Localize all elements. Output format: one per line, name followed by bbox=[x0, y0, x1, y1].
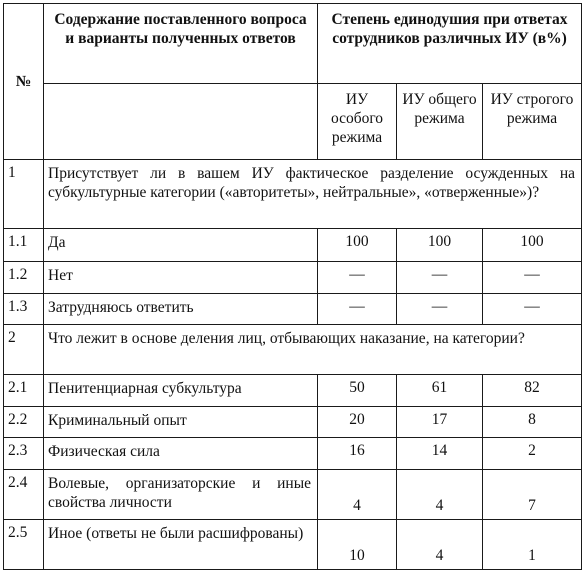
table-row bbox=[4, 470, 582, 520]
table-row bbox=[4, 294, 582, 325]
row-number: 2.2 bbox=[4, 407, 44, 438]
value-special: 50 bbox=[318, 375, 397, 407]
value-general: — bbox=[397, 294, 483, 325]
subheader-special-regime: ИУ особого режима bbox=[318, 84, 397, 160]
value-strict: 100 bbox=[483, 229, 582, 262]
subheader-general-regime: ИУ общего режима bbox=[397, 84, 483, 160]
row-number: 2.1 bbox=[4, 375, 44, 407]
question-text: Что лежит в основе деления лиц, отбывающих наказание, на категории? bbox=[44, 325, 582, 375]
value-general: 4 bbox=[397, 520, 483, 570]
value-strict: — bbox=[483, 262, 582, 294]
value-general: 17 bbox=[397, 407, 483, 438]
answer-text: Да bbox=[44, 229, 318, 262]
column-header-agreement: Степень единодушия при ответах сотрудников различных ИУ (в%) bbox=[318, 4, 582, 84]
row-number: 2 bbox=[4, 325, 44, 375]
subheader-row bbox=[4, 84, 582, 160]
value-special: 10 bbox=[318, 520, 397, 570]
value-special: 20 bbox=[318, 407, 397, 438]
table-row bbox=[4, 375, 582, 407]
table-row bbox=[4, 325, 582, 375]
answer-text: Иное (ответы не были расшифрованы) bbox=[44, 520, 318, 570]
answer-text: Пенитенциарная субкультура bbox=[44, 375, 318, 407]
value-strict: 82 bbox=[483, 375, 582, 407]
value-general: — bbox=[397, 262, 483, 294]
value-special: 16 bbox=[318, 438, 397, 470]
answer-text: Затрудняюсь ответить bbox=[44, 294, 318, 325]
table-row bbox=[4, 520, 582, 570]
table-row bbox=[4, 438, 582, 470]
empty-subheader-cell bbox=[44, 84, 318, 160]
survey-table bbox=[3, 3, 582, 570]
answer-text: Волевые, организаторские и иные свойства личности bbox=[44, 470, 318, 520]
table-row bbox=[4, 262, 582, 294]
table-row bbox=[4, 229, 582, 262]
row-number: 1.1 bbox=[4, 229, 44, 262]
column-header-number: № bbox=[4, 4, 44, 160]
table-row bbox=[4, 160, 582, 229]
answer-text: Физическая сила bbox=[44, 438, 318, 470]
value-strict: 8 bbox=[483, 407, 582, 438]
value-special: 4 bbox=[318, 470, 397, 520]
row-number: 1.2 bbox=[4, 262, 44, 294]
question-text: Присутствует ли в вашем ИУ фактическое разделение осужденных на субкультурные категории («авторитеты», нейтральные», «отверженные»)? bbox=[44, 160, 582, 229]
header-row bbox=[4, 4, 582, 84]
column-header-question: Содержание поставленного вопроса и варианты полученных ответов bbox=[44, 4, 318, 84]
value-strict: — bbox=[483, 294, 582, 325]
value-special: — bbox=[318, 294, 397, 325]
value-special: 100 bbox=[318, 229, 397, 262]
value-general: 4 bbox=[397, 470, 483, 520]
row-number: 1 bbox=[4, 160, 44, 229]
answer-text: Криминальный опыт bbox=[44, 407, 318, 438]
value-general: 61 bbox=[397, 375, 483, 407]
value-special: — bbox=[318, 262, 397, 294]
row-number: 2.4 bbox=[4, 470, 44, 520]
subheader-strict-regime: ИУ строгого режима bbox=[483, 84, 582, 160]
row-number: 2.5 bbox=[4, 520, 44, 570]
value-strict: 7 bbox=[483, 470, 582, 520]
answer-text: Нет bbox=[44, 262, 318, 294]
value-general: 100 bbox=[397, 229, 483, 262]
table-row bbox=[4, 407, 582, 438]
row-number: 1.3 bbox=[4, 294, 44, 325]
value-general: 14 bbox=[397, 438, 483, 470]
value-strict: 2 bbox=[483, 438, 582, 470]
value-strict: 1 bbox=[483, 520, 582, 570]
row-number: 2.3 bbox=[4, 438, 44, 470]
